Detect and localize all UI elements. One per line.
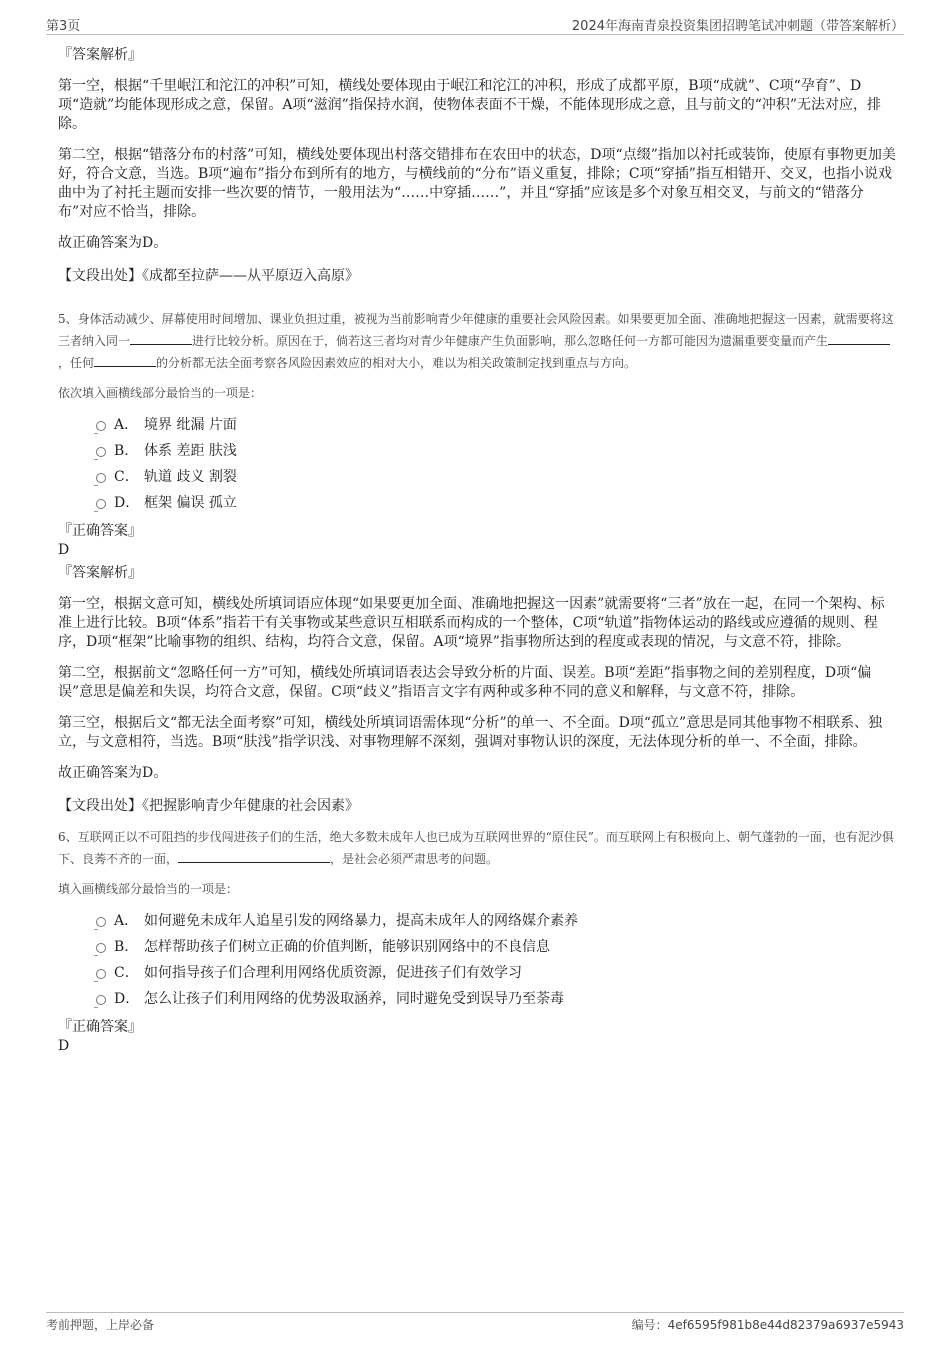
radio-icon[interactable] — [96, 943, 106, 953]
radio-icon[interactable] — [96, 499, 106, 509]
analysis-paragraph: 第一空，根据文意可知，横线处所填词语应体现“如果要更加全面、准确地把握这一因素”就需要将“三者”放在一起，在同一个架构、标准上进行比较。B项“体系”指若干有关事物或某些意识互相联系而构成的一个整体，C项“轨道”指物体运动的路线或应遵循的规则、程序，D项“框架”比喻事物的组织、结构，均符合文意，保留。A项“境界”指事物所达到的程度或表现的情况，与文意不符，排除。 — [58, 596, 885, 650]
page-number: 第3页 — [46, 19, 81, 34]
options-list — [58, 908, 896, 1012]
source-citation: 【文段出处】《成都至拉萨——从平原迈入高原》 — [58, 268, 359, 284]
question-6 — [58, 826, 896, 1056]
option-d[interactable]: D． 怎么让孩子们利用网络的优势汲取涵养，同时避免受到误导乃至荼毒 — [58, 986, 896, 1012]
analysis-label: 『答案解析』 — [58, 47, 142, 63]
question-5 — [58, 308, 896, 816]
correct-answer-label: 『正确答案』 — [58, 1019, 142, 1035]
page-header — [46, 14, 904, 35]
correct-answer: D — [58, 542, 70, 558]
option-d[interactable]: D． 框架 偏误 孤立 — [58, 490, 896, 516]
option-c[interactable]: C． 轨道 歧义 割裂 — [58, 464, 896, 490]
correct-answer-label: 『正确答案』 — [58, 523, 142, 539]
radio-icon[interactable] — [96, 421, 106, 431]
option-b[interactable]: B． 体系 差距 肤浅 — [58, 438, 896, 464]
radio-icon[interactable] — [96, 447, 106, 457]
document-id: 编号：4ef6595f981b8e44d82379a6937e5943 — [631, 1318, 904, 1332]
option-c[interactable]: C． 如何指导孩子们合理利用网络优质资源，促进孩子们有效学习 — [58, 960, 896, 986]
radio-icon[interactable] — [96, 995, 106, 1005]
question-stem: 5、身体活动减少、屏幕使用时间增加、课业负担过重，被视为当前影响青少年健康的重要社会风险因素。如果要更加全面、准确地把握这一因素，就需要将这三者纳入同一 进行比较分析。原因在于，倘若这三者均对青少年健康产生负面影响，那么忽略任何一方都可能因为遗漏重要变量而产生，任何 的分析都无法全面考察各风险因素效应的相对大小，难以为相关政策制定找到重点与方向。 — [58, 312, 894, 370]
question-prompt: 填入画横线部分最恰当的一项是： — [58, 882, 239, 896]
option-a[interactable]: A． 境界 纰漏 片面 — [58, 412, 896, 438]
answer-blank — [130, 332, 192, 345]
document-title: 2024年海南青泉投资集团招聘笔试冲刺题（带答案解析） — [571, 19, 904, 34]
question-stem: 6、互联网正以不可阻挡的步伐闯进孩子们的生活，绝大多数未成年人也已成为互联网世界的“原住民”。而互联网上有积极向上、朝气蓬勃的一面，也有泥沙俱下、良莠不齐的一面， ，是社会必须严肃思考的问题。 — [58, 830, 894, 866]
q4-analysis — [58, 46, 896, 286]
analysis-label: 『答案解析』 — [58, 565, 142, 581]
radio-icon[interactable] — [96, 917, 106, 927]
answer-blank — [178, 850, 330, 863]
analysis-paragraph: 第二空，根据“错落分布的村落”可知，横线处要体现出村落交错排布在农田中的状态，D项“点缀”指加以衬托或装饰，使原有事物更加美好，符合文意，当选。B项“遍布”指分布到所有的地方，与横线前的“分布”语义重复，排除；C项“穿插”指互相错开、交叉，也指小说戏曲中为了衬托主题而安排一些次要的情节，一般用法为“……中穿插……”，并且“穿插”应该是多个对象互相交叉，与前文的“错落分布”对应不恰当，排除。 — [58, 147, 896, 220]
analysis-paragraph: 第三空，根据后文“都无法全面考察”可知，横线处所填词语需体现“分析”的单一、不全面。D项“孤立”意思是同其他事物不相联系、独立，与文意相符，当选。B项“肤浅”指学识浅、对事物理解不深刻，强调对事物认识的深度，无法体现分析的单一、不全面，排除。 — [58, 715, 883, 750]
analysis-conclusion: 故正确答案为D。 — [58, 765, 168, 781]
footer-slogan: 考前押题，上岸必备 — [46, 1318, 155, 1332]
answer-blank — [94, 354, 156, 367]
main-content — [58, 46, 896, 1056]
analysis-paragraph: 第二空，根据前文“忽略任何一方”可知，横线处所填词语表达会导致分析的片面、误差。B项“差距”指事物之间的差别程度，D项“偏误”意思是偏差和失误，均符合文意，保留。C项“歧义”指语言文字有两种或多种不同的意义和解释，与文意不符，排除。 — [58, 665, 872, 700]
analysis-conclusion: 故正确答案为D。 — [58, 235, 168, 251]
radio-icon[interactable] — [96, 473, 106, 483]
radio-icon[interactable] — [96, 969, 106, 979]
source-citation: 【文段出处】《把握影响青少年健康的社会因素》 — [58, 798, 359, 814]
page-footer — [46, 1312, 904, 1335]
correct-answer: D — [58, 1038, 70, 1054]
option-b[interactable]: B． 怎样帮助孩子们树立正确的价值判断，能够识别网络中的不良信息 — [58, 934, 896, 960]
options-list — [58, 412, 896, 516]
question-prompt: 依次填入画横线部分最恰当的一项是： — [58, 386, 263, 400]
analysis-paragraph: 第一空，根据“千里岷江和沱江的冲积”可知，横线处要体现由于岷江和沱江的冲积，形成了成都平原，B项“成就”、C项“孕育”、D项“造就”均能体现形成之意，保留。A项“滋润”指保持水润，使物体表面不干燥，不能体现形成之意，且与前文的“冲积”无法对应，排除。 — [58, 78, 882, 132]
answer-blank — [828, 332, 890, 345]
option-a[interactable]: A． 如何避免未成年人追星引发的网络暴力，提高未成年人的网络媒介素养 — [58, 908, 896, 934]
